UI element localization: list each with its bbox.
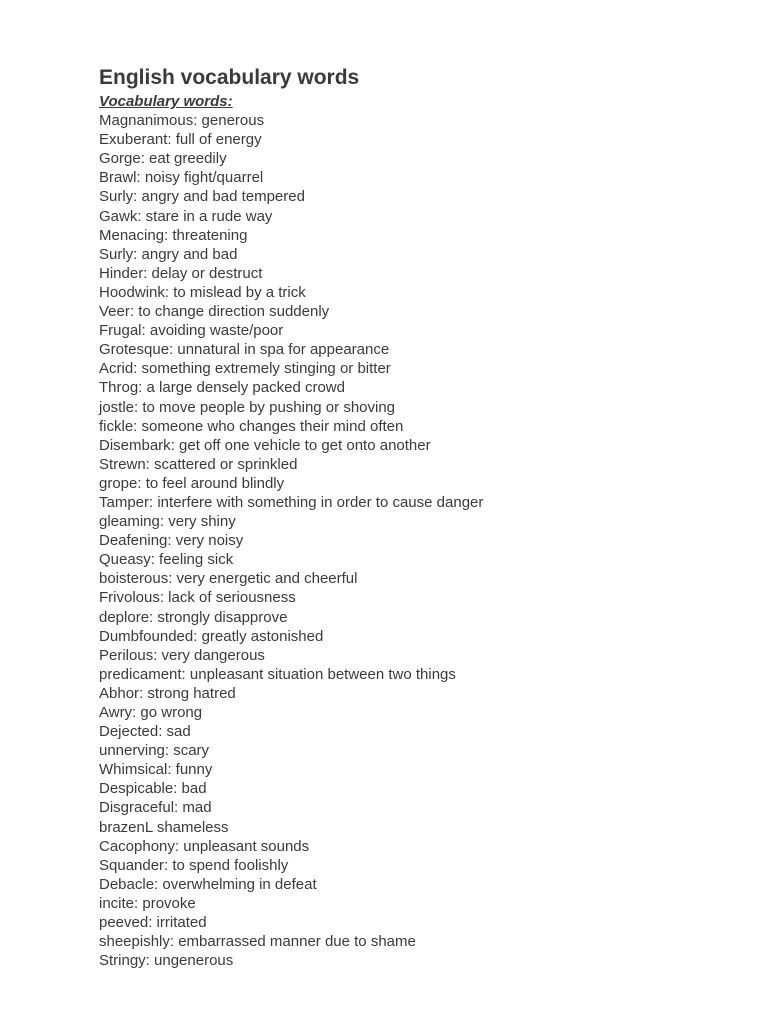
vocabulary-entry: Disembark: get off one vehicle to get onto another — [99, 436, 431, 454]
vocabulary-entry: Abhor: strong hatred — [99, 684, 236, 702]
vocabulary-entry: boisterous: very energetic and cheerful — [99, 570, 358, 588]
vocabulary-entry: Disgraceful: mad — [99, 799, 212, 817]
vocabulary-entry: sheepishly: embarrassed manner due to shame — [99, 933, 416, 951]
vocabulary-entry: peeved: irritated — [99, 914, 207, 932]
vocabulary-entry: jostle: to move people by pushing or shoving — [99, 398, 396, 416]
vocabulary-list — [99, 111, 748, 970]
vocabulary-entry: Gawk: stare in a rude way — [99, 207, 273, 225]
vocabulary-entry: Awry: go wrong — [99, 704, 203, 721]
vocabulary-entry: Hinder: delay or destruct — [99, 264, 263, 282]
vocabulary-entry: Magnanimous: generous — [99, 112, 265, 130]
vocabulary-entry: incite: provoke — [99, 894, 196, 912]
vocabulary-entry: Surly: angry and bad tempered — [99, 188, 305, 206]
vocabulary-entry: fickle: someone who changes their mind often — [99, 417, 404, 435]
vocabulary-entry: gleaming: very shiny — [99, 513, 236, 531]
vocabulary-entry: Whimsical: funny — [99, 761, 213, 779]
vocabulary-entry: Despicable: bad — [99, 780, 207, 798]
vocabulary-entry: unnerving: scary — [99, 742, 210, 760]
vocabulary-entry: Strewn: scattered or sprinkled — [99, 455, 298, 473]
vocabulary-entry: Acrid: something extremely stinging or bitter — [99, 360, 391, 378]
vocabulary-entry: Deafening: very noisy — [99, 532, 244, 550]
document-title: English vocabulary words — [99, 66, 360, 89]
vocabulary-entry: Grotesque: unnatural in spa for appearance — [99, 341, 390, 359]
vocabulary-entry: Frugal: avoiding waste/poor — [99, 322, 284, 340]
document-page — [99, 64, 748, 970]
vocabulary-entry: Frivolous: lack of seriousness — [99, 589, 296, 607]
vocabulary-entry: Debacle: overwhelming in defeat — [99, 875, 317, 893]
vocabulary-entry: Stringy: ungenerous — [99, 952, 234, 970]
vocabulary-entry: Dumbfounded: greatly astonished — [99, 627, 324, 645]
vocabulary-entry: Throg: a large densely packed crowd — [99, 379, 345, 397]
vocabulary-entry: predicament: unpleasant situation between two things — [99, 665, 456, 683]
vocabulary-entry: Cacophony: unpleasant sounds — [99, 837, 310, 855]
vocabulary-entry: Perilous: very dangerous — [99, 646, 265, 664]
vocabulary-entry: Exuberant: full of energy — [99, 131, 262, 149]
vocabulary-entry: Brawl: noisy fight/quarrel — [99, 169, 264, 187]
section-heading: Vocabulary words: — [99, 93, 233, 110]
vocabulary-entry: brazenL shameless — [99, 818, 229, 836]
vocabulary-entry: deplore: strongly disapprove — [99, 608, 288, 626]
vocabulary-entry: grope: to feel around blindly — [99, 474, 285, 492]
vocabulary-entry: Tamper: interfere with something in order to cause danger — [99, 493, 484, 511]
vocabulary-entry: Gorge: eat greedily — [99, 150, 227, 168]
vocabulary-entry: Squander: to spend foolishly — [99, 856, 289, 874]
vocabulary-entry: Hoodwink: to mislead by a trick — [99, 283, 306, 301]
vocabulary-entry: Surly: angry and bad — [99, 245, 238, 263]
vocabulary-entry: Queasy: feeling sick — [99, 551, 234, 569]
vocabulary-entry: Veer: to change direction suddenly — [99, 303, 330, 321]
vocabulary-entry: Dejected: sad — [99, 723, 191, 741]
vocabulary-entry: Menacing: threatening — [99, 226, 248, 244]
